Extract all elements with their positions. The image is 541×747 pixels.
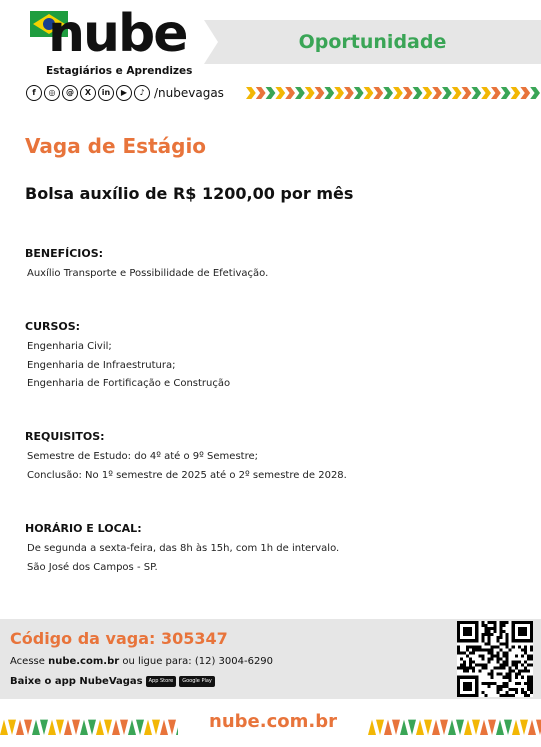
opportunity-label: Oportunidade — [298, 31, 447, 53]
section-heading: HORÁRIO E LOCAL: — [25, 522, 142, 535]
job-code: Código da vaga: 305347 — [10, 629, 228, 648]
social-handle[interactable]: /nubevagas — [154, 86, 224, 100]
contact-suffix: ou ligue para: (12) 3004-6290 — [119, 656, 274, 667]
horario-section — [25, 522, 339, 577]
section-heading: REQUISITOS: — [25, 430, 105, 443]
youtube-icon[interactable]: ▶ — [116, 85, 132, 101]
chevron-decoration-left — [0, 713, 178, 735]
section-line: Engenharia de Infraestrutura; — [27, 359, 176, 371]
social-links — [26, 84, 224, 102]
requisitos-section — [25, 430, 347, 485]
facebook-icon[interactable]: f — [26, 85, 42, 101]
section-line: Semestre de Estudo: do 4º até o 9º Semestre; — [27, 451, 258, 462]
app-download-label: Baixe o app NubeVagas — [10, 676, 143, 687]
chevron-decoration-right — [368, 713, 541, 735]
section-line: De segunda a sexta-feira, das 8h às 15h, com 1h de intervalo. — [27, 543, 340, 554]
google-play-badge[interactable]: Google Play — [179, 676, 215, 687]
section-line: São José dos Campos - SP. — [27, 561, 158, 573]
nube-logo[interactable] — [26, 4, 193, 80]
section-line: Conclusão: No 1º semestre de 2025 até o 2º semestre de 2028. — [27, 469, 347, 481]
contact-prefix: Acesse — [10, 656, 49, 667]
qr-code-icon[interactable] — [457, 621, 533, 697]
section-heading: BENEFÍCIOS: — [25, 247, 104, 260]
tiktok-icon[interactable]: ♪ — [134, 85, 150, 101]
app-download-line — [10, 676, 215, 687]
cursos-section — [25, 320, 230, 394]
contact-line — [10, 656, 273, 667]
page-title: Vaga de Estágio — [25, 134, 207, 158]
beneficios-section — [25, 247, 268, 284]
stipend-text: Bolsa auxílio de R$ 1200,00 por mês — [25, 184, 354, 203]
app-store-badge[interactable]: App Store — [146, 676, 177, 687]
section-line: Engenharia Civil; — [27, 341, 112, 352]
linkedin-icon[interactable]: in — [98, 85, 114, 101]
logo-subtitle: Estagiários e Aprendizes — [46, 65, 193, 77]
threads-icon[interactable]: @ — [62, 85, 78, 101]
contact-site-link[interactable]: nube.com.br — [48, 656, 120, 667]
header — [0, 0, 541, 110]
chevron-decoration — [246, 87, 541, 99]
x-icon[interactable]: X — [80, 85, 96, 101]
footer-site-link[interactable]: nube.com.br — [209, 711, 337, 732]
section-heading: CURSOS: — [25, 320, 81, 333]
section-line: Engenharia de Fortificação e Construção — [27, 378, 231, 389]
instagram-icon[interactable]: ◎ — [44, 85, 60, 101]
section-line: Auxílio Transporte e Possibilidade de Efetivação. — [27, 268, 269, 279]
logo-wordmark: nube — [48, 4, 187, 64]
